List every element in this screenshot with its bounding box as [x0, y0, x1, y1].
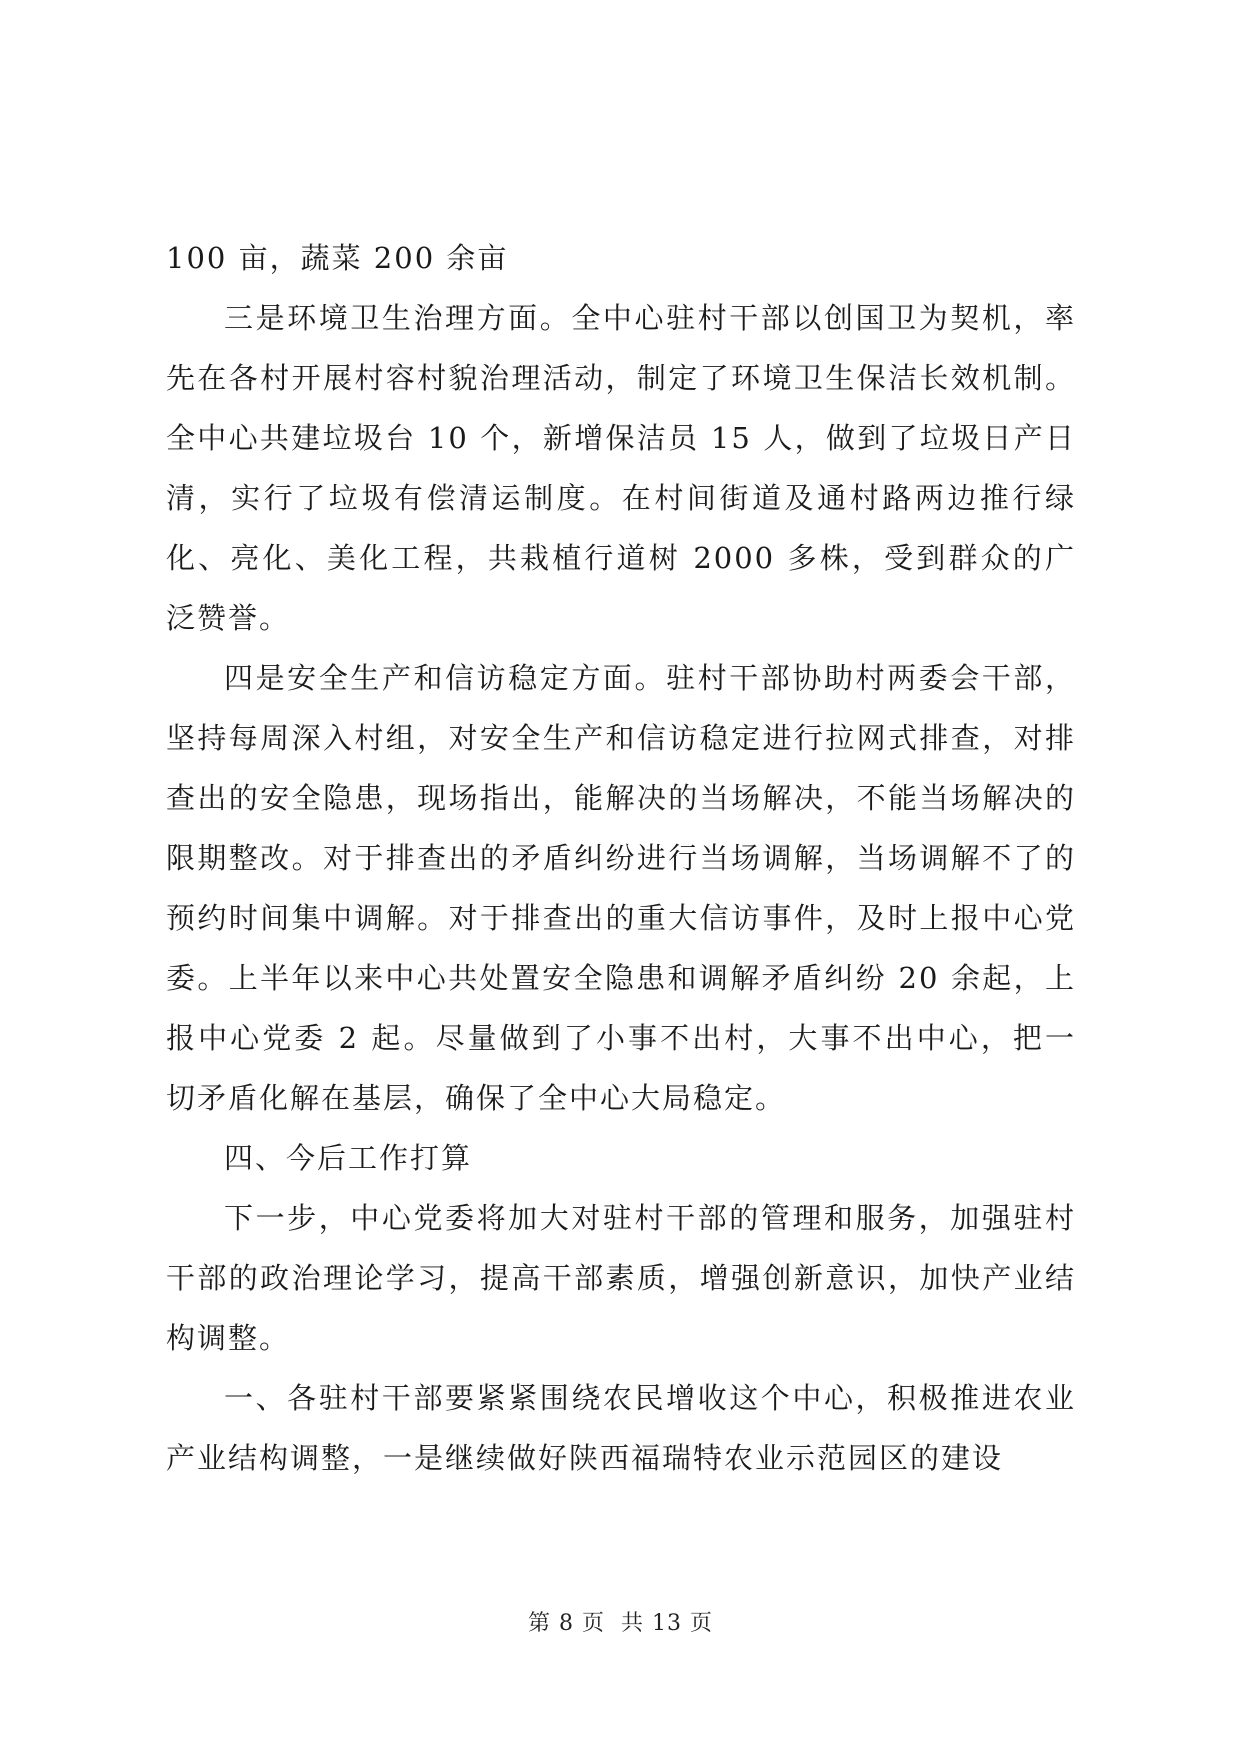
page-number: 第 8 页: [528, 1611, 605, 1636]
paragraph-3: 四是安全生产和信访稳定方面。驻村干部协助村两委会干部，坚持每周深入村组，对安全生产和信访稳定进行拉网式排查，对排查出的安全隐患，现场指出，能解决的当场解决，不能当场解决的限期整改。对于排查出的矛盾纠纷进行当场调解，当场调解不了的预约时间集中调解。对于排查出的重大信访事件，及时上报中心党委。上半年以来中心共处置安全隐患和调解矛盾纠纷 20 余起，上报中心党委 2 起。尽量做到了小事不出村，大事不出中心，把一切矛盾化解在基层，确保了全中心大局稳定。: [166, 661, 1076, 1115]
paragraph-6: 一、各驻村干部要紧紧围绕农民增收这个中心，积极推进农业产业结构调整，一是继续做好陕西福瑞特农业示范园区的建设: [166, 1381, 1076, 1475]
paragraph-1: 100 亩，蔬菜 200 余亩: [166, 241, 509, 275]
document-body: [166, 228, 1076, 1488]
section-heading: 四、今后工作打算: [224, 1141, 473, 1175]
page-total: 共 13 页: [621, 1611, 713, 1636]
page-footer: [0, 1606, 1241, 1637]
paragraph-5: 下一步，中心党委将加大对驻村干部的管理和服务，加强驻村干部的政治理论学习，提高干部素质，增强创新意识，加快产业结构调整。: [166, 1201, 1076, 1355]
paragraph-2: 三是环境卫生治理方面。全中心驻村干部以创国卫为契机，率先在各村开展村容村貌治理活动，制定了环境卫生保洁长效机制。全中心共建垃圾台 10 个，新增保洁员 15 人，做到了垃圾日产日清，实行了垃圾有偿清运制度。在村间街道及通村路两边推行绿化、亮化、美化工程，共栽植行道树 2000 多株，受到群众的广泛赞誉。: [166, 301, 1076, 635]
